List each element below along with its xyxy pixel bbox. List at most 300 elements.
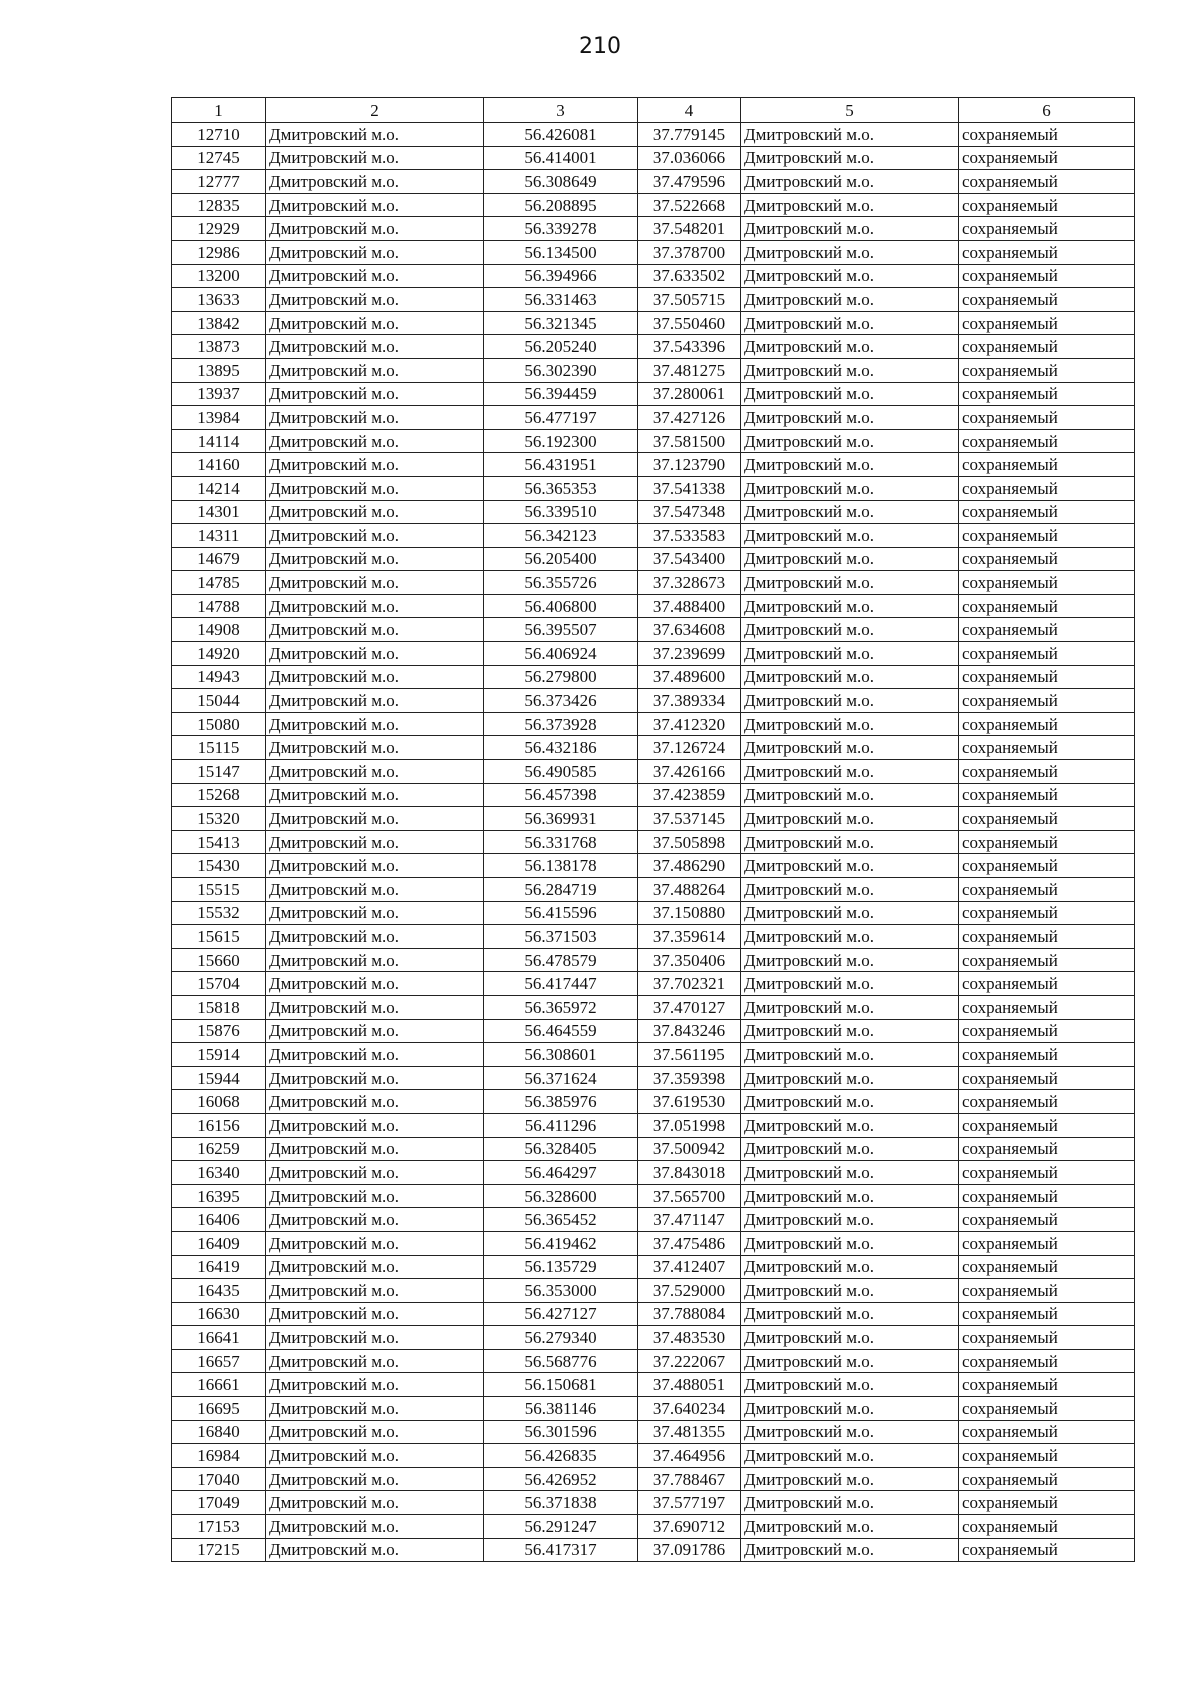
cell-longitude: 37.843246 xyxy=(638,1019,741,1043)
table-row xyxy=(172,1019,1135,1043)
table-row xyxy=(172,736,1135,760)
table-row xyxy=(172,1326,1135,1350)
cell-id: 12777 xyxy=(172,170,266,194)
cell-longitude: 37.481355 xyxy=(638,1420,741,1444)
cell-id: 13873 xyxy=(172,335,266,359)
cell-district: Дмитровский м.о. xyxy=(266,311,484,335)
cell-id: 13937 xyxy=(172,382,266,406)
cell-id: 15115 xyxy=(172,736,266,760)
cell-id: 14301 xyxy=(172,500,266,524)
table-row xyxy=(172,878,1135,902)
table-row xyxy=(172,217,1135,241)
cell-district: Дмитровский м.о. xyxy=(266,358,484,382)
cell-longitude: 37.779145 xyxy=(638,123,741,147)
cell-longitude: 37.505715 xyxy=(638,288,741,312)
cell-latitude: 56.414001 xyxy=(484,146,638,170)
cell-district: Дмитровский м.о. xyxy=(266,217,484,241)
cell-longitude: 37.488264 xyxy=(638,878,741,902)
cell-status: сохраняемый xyxy=(959,240,1135,264)
table-row xyxy=(172,524,1135,548)
table-row xyxy=(172,594,1135,618)
cell-district: Дмитровский м.о. xyxy=(266,476,484,500)
cell-latitude: 56.417447 xyxy=(484,972,638,996)
cell-id: 14943 xyxy=(172,665,266,689)
cell-id: 13200 xyxy=(172,264,266,288)
cell-id: 13842 xyxy=(172,311,266,335)
cell-latitude: 56.490585 xyxy=(484,760,638,784)
cell-status: сохраняемый xyxy=(959,854,1135,878)
cell-id: 14114 xyxy=(172,429,266,453)
cell-district-2: Дмитровский м.о. xyxy=(741,1515,959,1539)
cell-latitude: 56.373426 xyxy=(484,689,638,713)
table-row xyxy=(172,1373,1135,1397)
cell-longitude: 37.486290 xyxy=(638,854,741,878)
cell-status: сохраняемый xyxy=(959,429,1135,453)
cell-longitude: 37.091786 xyxy=(638,1538,741,1562)
cell-district-2: Дмитровский м.о. xyxy=(741,689,959,713)
cell-district-2: Дмитровский м.о. xyxy=(741,264,959,288)
cell-district: Дмитровский м.о. xyxy=(266,594,484,618)
cell-status: сохраняемый xyxy=(959,807,1135,831)
table-row xyxy=(172,382,1135,406)
cell-id: 14788 xyxy=(172,594,266,618)
cell-status: сохраняемый xyxy=(959,123,1135,147)
cell-status: сохраняемый xyxy=(959,1467,1135,1491)
cell-district: Дмитровский м.о. xyxy=(266,264,484,288)
cell-longitude: 37.690712 xyxy=(638,1515,741,1539)
cell-id: 16840 xyxy=(172,1420,266,1444)
cell-id: 16630 xyxy=(172,1302,266,1326)
cell-district-2: Дмитровский м.о. xyxy=(741,571,959,595)
cell-status: сохраняемый xyxy=(959,453,1135,477)
table-row xyxy=(172,689,1135,713)
cell-status: сохраняемый xyxy=(959,170,1135,194)
table-row xyxy=(172,1349,1135,1373)
cell-district: Дмитровский м.о. xyxy=(266,901,484,925)
cell-longitude: 37.359398 xyxy=(638,1066,741,1090)
table-row xyxy=(172,240,1135,264)
cell-status: сохраняемый xyxy=(959,830,1135,854)
cell-id: 15704 xyxy=(172,972,266,996)
cell-longitude: 37.543396 xyxy=(638,335,741,359)
cell-longitude: 37.500942 xyxy=(638,1137,741,1161)
cell-status: сохраняемый xyxy=(959,1066,1135,1090)
cell-district: Дмитровский м.о. xyxy=(266,1420,484,1444)
cell-longitude: 37.328673 xyxy=(638,571,741,595)
cell-district-2: Дмитровский м.о. xyxy=(741,783,959,807)
cell-latitude: 56.411296 xyxy=(484,1113,638,1137)
cell-latitude: 56.457398 xyxy=(484,783,638,807)
cell-longitude: 37.537145 xyxy=(638,807,741,831)
cell-district-2: Дмитровский м.о. xyxy=(741,1255,959,1279)
column-header: 1 xyxy=(172,98,266,123)
cell-district-2: Дмитровский м.о. xyxy=(741,925,959,949)
cell-district-2: Дмитровский м.о. xyxy=(741,807,959,831)
cell-latitude: 56.291247 xyxy=(484,1515,638,1539)
cell-district: Дмитровский м.о. xyxy=(266,1349,484,1373)
cell-latitude: 56.308649 xyxy=(484,170,638,194)
cell-district: Дмитровский м.о. xyxy=(266,1538,484,1562)
cell-district-2: Дмитровский м.о. xyxy=(741,1467,959,1491)
cell-latitude: 56.365353 xyxy=(484,476,638,500)
cell-longitude: 37.126724 xyxy=(638,736,741,760)
cell-id: 14908 xyxy=(172,618,266,642)
cell-status: сохраняемый xyxy=(959,311,1135,335)
cell-status: сохраняемый xyxy=(959,925,1135,949)
cell-district-2: Дмитровский м.о. xyxy=(741,1538,959,1562)
cell-status: сохраняемый xyxy=(959,335,1135,359)
cell-id: 17049 xyxy=(172,1491,266,1515)
cell-id: 14785 xyxy=(172,571,266,595)
cell-district: Дмитровский м.о. xyxy=(266,382,484,406)
cell-longitude: 37.359614 xyxy=(638,925,741,949)
table-row xyxy=(172,1137,1135,1161)
table-row xyxy=(172,1491,1135,1515)
table-row xyxy=(172,1161,1135,1185)
cell-district-2: Дмитровский м.о. xyxy=(741,288,959,312)
cell-status: сохраняемый xyxy=(959,1279,1135,1303)
cell-district: Дмитровский м.о. xyxy=(266,972,484,996)
cell-status: сохраняемый xyxy=(959,594,1135,618)
cell-id: 12986 xyxy=(172,240,266,264)
cell-status: сохраняемый xyxy=(959,1161,1135,1185)
cell-latitude: 56.426952 xyxy=(484,1467,638,1491)
cell-district-2: Дмитровский м.о. xyxy=(741,547,959,571)
cell-district-2: Дмитровский м.о. xyxy=(741,1491,959,1515)
cell-longitude: 37.412320 xyxy=(638,712,741,736)
cell-longitude: 37.222067 xyxy=(638,1349,741,1373)
cell-district: Дмитровский м.о. xyxy=(266,948,484,972)
cell-id: 16409 xyxy=(172,1231,266,1255)
cell-latitude: 56.342123 xyxy=(484,524,638,548)
cell-status: сохраняемый xyxy=(959,783,1135,807)
cell-district: Дмитровский м.о. xyxy=(266,1184,484,1208)
column-header: 2 xyxy=(266,98,484,123)
cell-longitude: 37.051998 xyxy=(638,1113,741,1137)
cell-district: Дмитровский м.о. xyxy=(266,995,484,1019)
cell-longitude: 37.481275 xyxy=(638,358,741,382)
cell-district: Дмитровский м.о. xyxy=(266,1491,484,1515)
cell-district-2: Дмитровский м.о. xyxy=(741,240,959,264)
cell-latitude: 56.419462 xyxy=(484,1231,638,1255)
cell-id: 16156 xyxy=(172,1113,266,1137)
cell-status: сохраняемый xyxy=(959,1113,1135,1137)
cell-longitude: 37.543400 xyxy=(638,547,741,571)
cell-longitude: 37.488051 xyxy=(638,1373,741,1397)
cell-district-2: Дмитровский м.о. xyxy=(741,1043,959,1067)
table-row xyxy=(172,1515,1135,1539)
cell-id: 17153 xyxy=(172,1515,266,1539)
table-row xyxy=(172,476,1135,500)
cell-district-2: Дмитровский м.о. xyxy=(741,500,959,524)
cell-district-2: Дмитровский м.о. xyxy=(741,1397,959,1421)
cell-longitude: 37.640234 xyxy=(638,1397,741,1421)
table-row xyxy=(172,146,1135,170)
cell-status: сохраняемый xyxy=(959,878,1135,902)
cell-district: Дмитровский м.о. xyxy=(266,123,484,147)
cell-district-2: Дмитровский м.о. xyxy=(741,830,959,854)
cell-id: 16419 xyxy=(172,1255,266,1279)
table-row xyxy=(172,311,1135,335)
table-row xyxy=(172,1538,1135,1562)
cell-latitude: 56.369931 xyxy=(484,807,638,831)
cell-id: 16695 xyxy=(172,1397,266,1421)
cell-district: Дмитровский м.о. xyxy=(266,689,484,713)
cell-district: Дмитровский м.о. xyxy=(266,547,484,571)
cell-status: сохраняемый xyxy=(959,689,1135,713)
cell-district-2: Дмитровский м.о. xyxy=(741,217,959,241)
table-row xyxy=(172,1444,1135,1468)
cell-longitude: 37.522668 xyxy=(638,193,741,217)
cell-longitude: 37.464956 xyxy=(638,1444,741,1468)
cell-district: Дмитровский м.о. xyxy=(266,1161,484,1185)
table-row xyxy=(172,995,1135,1019)
cell-latitude: 56.279800 xyxy=(484,665,638,689)
cell-district-2: Дмитровский м.о. xyxy=(741,1066,959,1090)
cell-status: сохраняемый xyxy=(959,665,1135,689)
cell-latitude: 56.134500 xyxy=(484,240,638,264)
cell-latitude: 56.353000 xyxy=(484,1279,638,1303)
cell-status: сохраняемый xyxy=(959,736,1135,760)
cell-district-2: Дмитровский м.о. xyxy=(741,311,959,335)
cell-latitude: 56.205400 xyxy=(484,547,638,571)
cell-longitude: 37.489600 xyxy=(638,665,741,689)
cell-district: Дмитровский м.о. xyxy=(266,429,484,453)
cell-id: 14679 xyxy=(172,547,266,571)
table-row xyxy=(172,760,1135,784)
table-row xyxy=(172,406,1135,430)
cell-longitude: 37.561195 xyxy=(638,1043,741,1067)
cell-longitude: 37.389334 xyxy=(638,689,741,713)
cell-latitude: 56.135729 xyxy=(484,1255,638,1279)
column-header: 3 xyxy=(484,98,638,123)
cell-status: сохраняемый xyxy=(959,1208,1135,1232)
cell-longitude: 37.426166 xyxy=(638,760,741,784)
cell-id: 14311 xyxy=(172,524,266,548)
cell-district: Дмитровский м.о. xyxy=(266,1397,484,1421)
cell-status: сохраняемый xyxy=(959,972,1135,996)
cell-latitude: 56.371503 xyxy=(484,925,638,949)
cell-longitude: 37.479596 xyxy=(638,170,741,194)
table-row xyxy=(172,972,1135,996)
cell-id: 14920 xyxy=(172,642,266,666)
cell-district-2: Дмитровский м.о. xyxy=(741,1137,959,1161)
cell-district: Дмитровский м.о. xyxy=(266,1255,484,1279)
cell-id: 13895 xyxy=(172,358,266,382)
cell-id: 12929 xyxy=(172,217,266,241)
cell-status: сохраняемый xyxy=(959,1349,1135,1373)
table-row xyxy=(172,453,1135,477)
cell-id: 15876 xyxy=(172,1019,266,1043)
cell-id: 15044 xyxy=(172,689,266,713)
cell-status: сохраняемый xyxy=(959,712,1135,736)
cell-latitude: 56.339510 xyxy=(484,500,638,524)
cell-district: Дмитровский м.о. xyxy=(266,1137,484,1161)
table-row xyxy=(172,358,1135,382)
cell-status: сохраняемый xyxy=(959,193,1135,217)
cell-district: Дмитровский м.о. xyxy=(266,1090,484,1114)
cell-id: 16068 xyxy=(172,1090,266,1114)
cell-district-2: Дмитровский м.о. xyxy=(741,594,959,618)
cell-district-2: Дмитровский м.о. xyxy=(741,335,959,359)
cell-district-2: Дмитровский м.о. xyxy=(741,1373,959,1397)
cell-longitude: 37.533583 xyxy=(638,524,741,548)
cell-status: сохраняемый xyxy=(959,382,1135,406)
cell-status: сохраняемый xyxy=(959,476,1135,500)
cell-longitude: 37.412407 xyxy=(638,1255,741,1279)
cell-latitude: 56.302390 xyxy=(484,358,638,382)
cell-latitude: 56.365972 xyxy=(484,995,638,1019)
cell-district: Дмитровский м.о. xyxy=(266,1326,484,1350)
cell-id: 15430 xyxy=(172,854,266,878)
cell-id: 15944 xyxy=(172,1066,266,1090)
cell-status: сохраняемый xyxy=(959,1397,1135,1421)
cell-district: Дмитровский м.о. xyxy=(266,642,484,666)
cell-district: Дмитровский м.о. xyxy=(266,1515,484,1539)
cell-district-2: Дмитровский м.о. xyxy=(741,406,959,430)
cell-status: сохраняемый xyxy=(959,500,1135,524)
cell-latitude: 56.431951 xyxy=(484,453,638,477)
cell-longitude: 37.350406 xyxy=(638,948,741,972)
cell-latitude: 56.371624 xyxy=(484,1066,638,1090)
table-row xyxy=(172,264,1135,288)
cell-status: сохраняемый xyxy=(959,1019,1135,1043)
cell-district-2: Дмитровский м.о. xyxy=(741,736,959,760)
table-row xyxy=(172,1420,1135,1444)
cell-district-2: Дмитровский м.о. xyxy=(741,901,959,925)
cell-longitude: 37.702321 xyxy=(638,972,741,996)
cell-district-2: Дмитровский м.о. xyxy=(741,760,959,784)
table-row xyxy=(172,854,1135,878)
cell-latitude: 56.138178 xyxy=(484,854,638,878)
cell-district-2: Дмитровский м.о. xyxy=(741,1302,959,1326)
cell-district-2: Дмитровский м.о. xyxy=(741,1444,959,1468)
cell-district-2: Дмитровский м.о. xyxy=(741,1208,959,1232)
cell-district: Дмитровский м.о. xyxy=(266,170,484,194)
table-row xyxy=(172,807,1135,831)
cell-district: Дмитровский м.о. xyxy=(266,760,484,784)
cell-latitude: 56.406924 xyxy=(484,642,638,666)
cell-longitude: 37.036066 xyxy=(638,146,741,170)
cell-latitude: 56.328405 xyxy=(484,1137,638,1161)
cell-district: Дмитровский м.о. xyxy=(266,665,484,689)
column-header: 6 xyxy=(959,98,1135,123)
column-header: 4 xyxy=(638,98,741,123)
cell-latitude: 56.426081 xyxy=(484,123,638,147)
cell-district-2: Дмитровский м.о. xyxy=(741,1161,959,1185)
table-row xyxy=(172,1043,1135,1067)
cell-latitude: 56.339278 xyxy=(484,217,638,241)
cell-longitude: 37.788084 xyxy=(638,1302,741,1326)
cell-district: Дмитровский м.о. xyxy=(266,146,484,170)
table-row xyxy=(172,288,1135,312)
cell-district-2: Дмитровский м.о. xyxy=(741,476,959,500)
cell-district: Дмитровский м.о. xyxy=(266,524,484,548)
cell-longitude: 37.529000 xyxy=(638,1279,741,1303)
cell-status: сохраняемый xyxy=(959,1090,1135,1114)
cell-longitude: 37.843018 xyxy=(638,1161,741,1185)
cell-status: сохраняемый xyxy=(959,217,1135,241)
cell-latitude: 56.365452 xyxy=(484,1208,638,1232)
cell-status: сохраняемый xyxy=(959,406,1135,430)
cell-district: Дмитровский м.о. xyxy=(266,854,484,878)
table-row xyxy=(172,948,1135,972)
cell-longitude: 37.475486 xyxy=(638,1231,741,1255)
table-row xyxy=(172,335,1135,359)
cell-district-2: Дмитровский м.о. xyxy=(741,382,959,406)
cell-district-2: Дмитровский м.о. xyxy=(741,429,959,453)
cell-district: Дмитровский м.о. xyxy=(266,500,484,524)
cell-status: сохраняемый xyxy=(959,146,1135,170)
cell-longitude: 37.239699 xyxy=(638,642,741,666)
cell-longitude: 37.505898 xyxy=(638,830,741,854)
cell-district: Дмитровский м.о. xyxy=(266,830,484,854)
cell-latitude: 56.328600 xyxy=(484,1184,638,1208)
cell-district-2: Дмитровский м.о. xyxy=(741,995,959,1019)
cell-longitude: 37.633502 xyxy=(638,264,741,288)
table-row xyxy=(172,830,1135,854)
cell-district-2: Дмитровский м.о. xyxy=(741,972,959,996)
cell-id: 16657 xyxy=(172,1349,266,1373)
table-body xyxy=(172,123,1135,1562)
cell-status: сохраняемый xyxy=(959,1491,1135,1515)
table-row xyxy=(172,1467,1135,1491)
table-row xyxy=(172,901,1135,925)
cell-longitude: 37.150880 xyxy=(638,901,741,925)
cell-status: сохраняемый xyxy=(959,288,1135,312)
cell-id: 16395 xyxy=(172,1184,266,1208)
cell-status: сохраняемый xyxy=(959,571,1135,595)
cell-status: сохраняемый xyxy=(959,264,1135,288)
cell-district-2: Дмитровский м.о. xyxy=(741,1090,959,1114)
cell-longitude: 37.423859 xyxy=(638,783,741,807)
cell-id: 16406 xyxy=(172,1208,266,1232)
cell-status: сохраняемый xyxy=(959,1231,1135,1255)
cell-id: 15413 xyxy=(172,830,266,854)
cell-status: сохраняемый xyxy=(959,1137,1135,1161)
cell-district-2: Дмитровский м.о. xyxy=(741,1326,959,1350)
cell-district: Дмитровский м.о. xyxy=(266,618,484,642)
cell-latitude: 56.385976 xyxy=(484,1090,638,1114)
table-row xyxy=(172,1279,1135,1303)
cell-district: Дмитровский м.о. xyxy=(266,1279,484,1303)
cell-district-2: Дмитровский м.о. xyxy=(741,948,959,972)
table-row xyxy=(172,1231,1135,1255)
cell-longitude: 37.565700 xyxy=(638,1184,741,1208)
cell-district: Дмитровский м.о. xyxy=(266,1043,484,1067)
cell-district: Дмитровский м.о. xyxy=(266,1467,484,1491)
cell-latitude: 56.331463 xyxy=(484,288,638,312)
table-row xyxy=(172,500,1135,524)
cell-id: 12835 xyxy=(172,193,266,217)
cell-longitude: 37.378700 xyxy=(638,240,741,264)
cell-id: 15660 xyxy=(172,948,266,972)
table-header-row xyxy=(172,98,1135,123)
cell-district: Дмитровский м.о. xyxy=(266,712,484,736)
cell-longitude: 37.123790 xyxy=(638,453,741,477)
cell-latitude: 56.394459 xyxy=(484,382,638,406)
table-row xyxy=(172,571,1135,595)
table-row xyxy=(172,547,1135,571)
cell-id: 12710 xyxy=(172,123,266,147)
cell-district: Дмитровский м.о. xyxy=(266,1231,484,1255)
cell-latitude: 56.417317 xyxy=(484,1538,638,1562)
table-row xyxy=(172,1184,1135,1208)
cell-district-2: Дмитровский м.о. xyxy=(741,1279,959,1303)
table-row xyxy=(172,618,1135,642)
cell-latitude: 56.464297 xyxy=(484,1161,638,1185)
cell-id: 15268 xyxy=(172,783,266,807)
